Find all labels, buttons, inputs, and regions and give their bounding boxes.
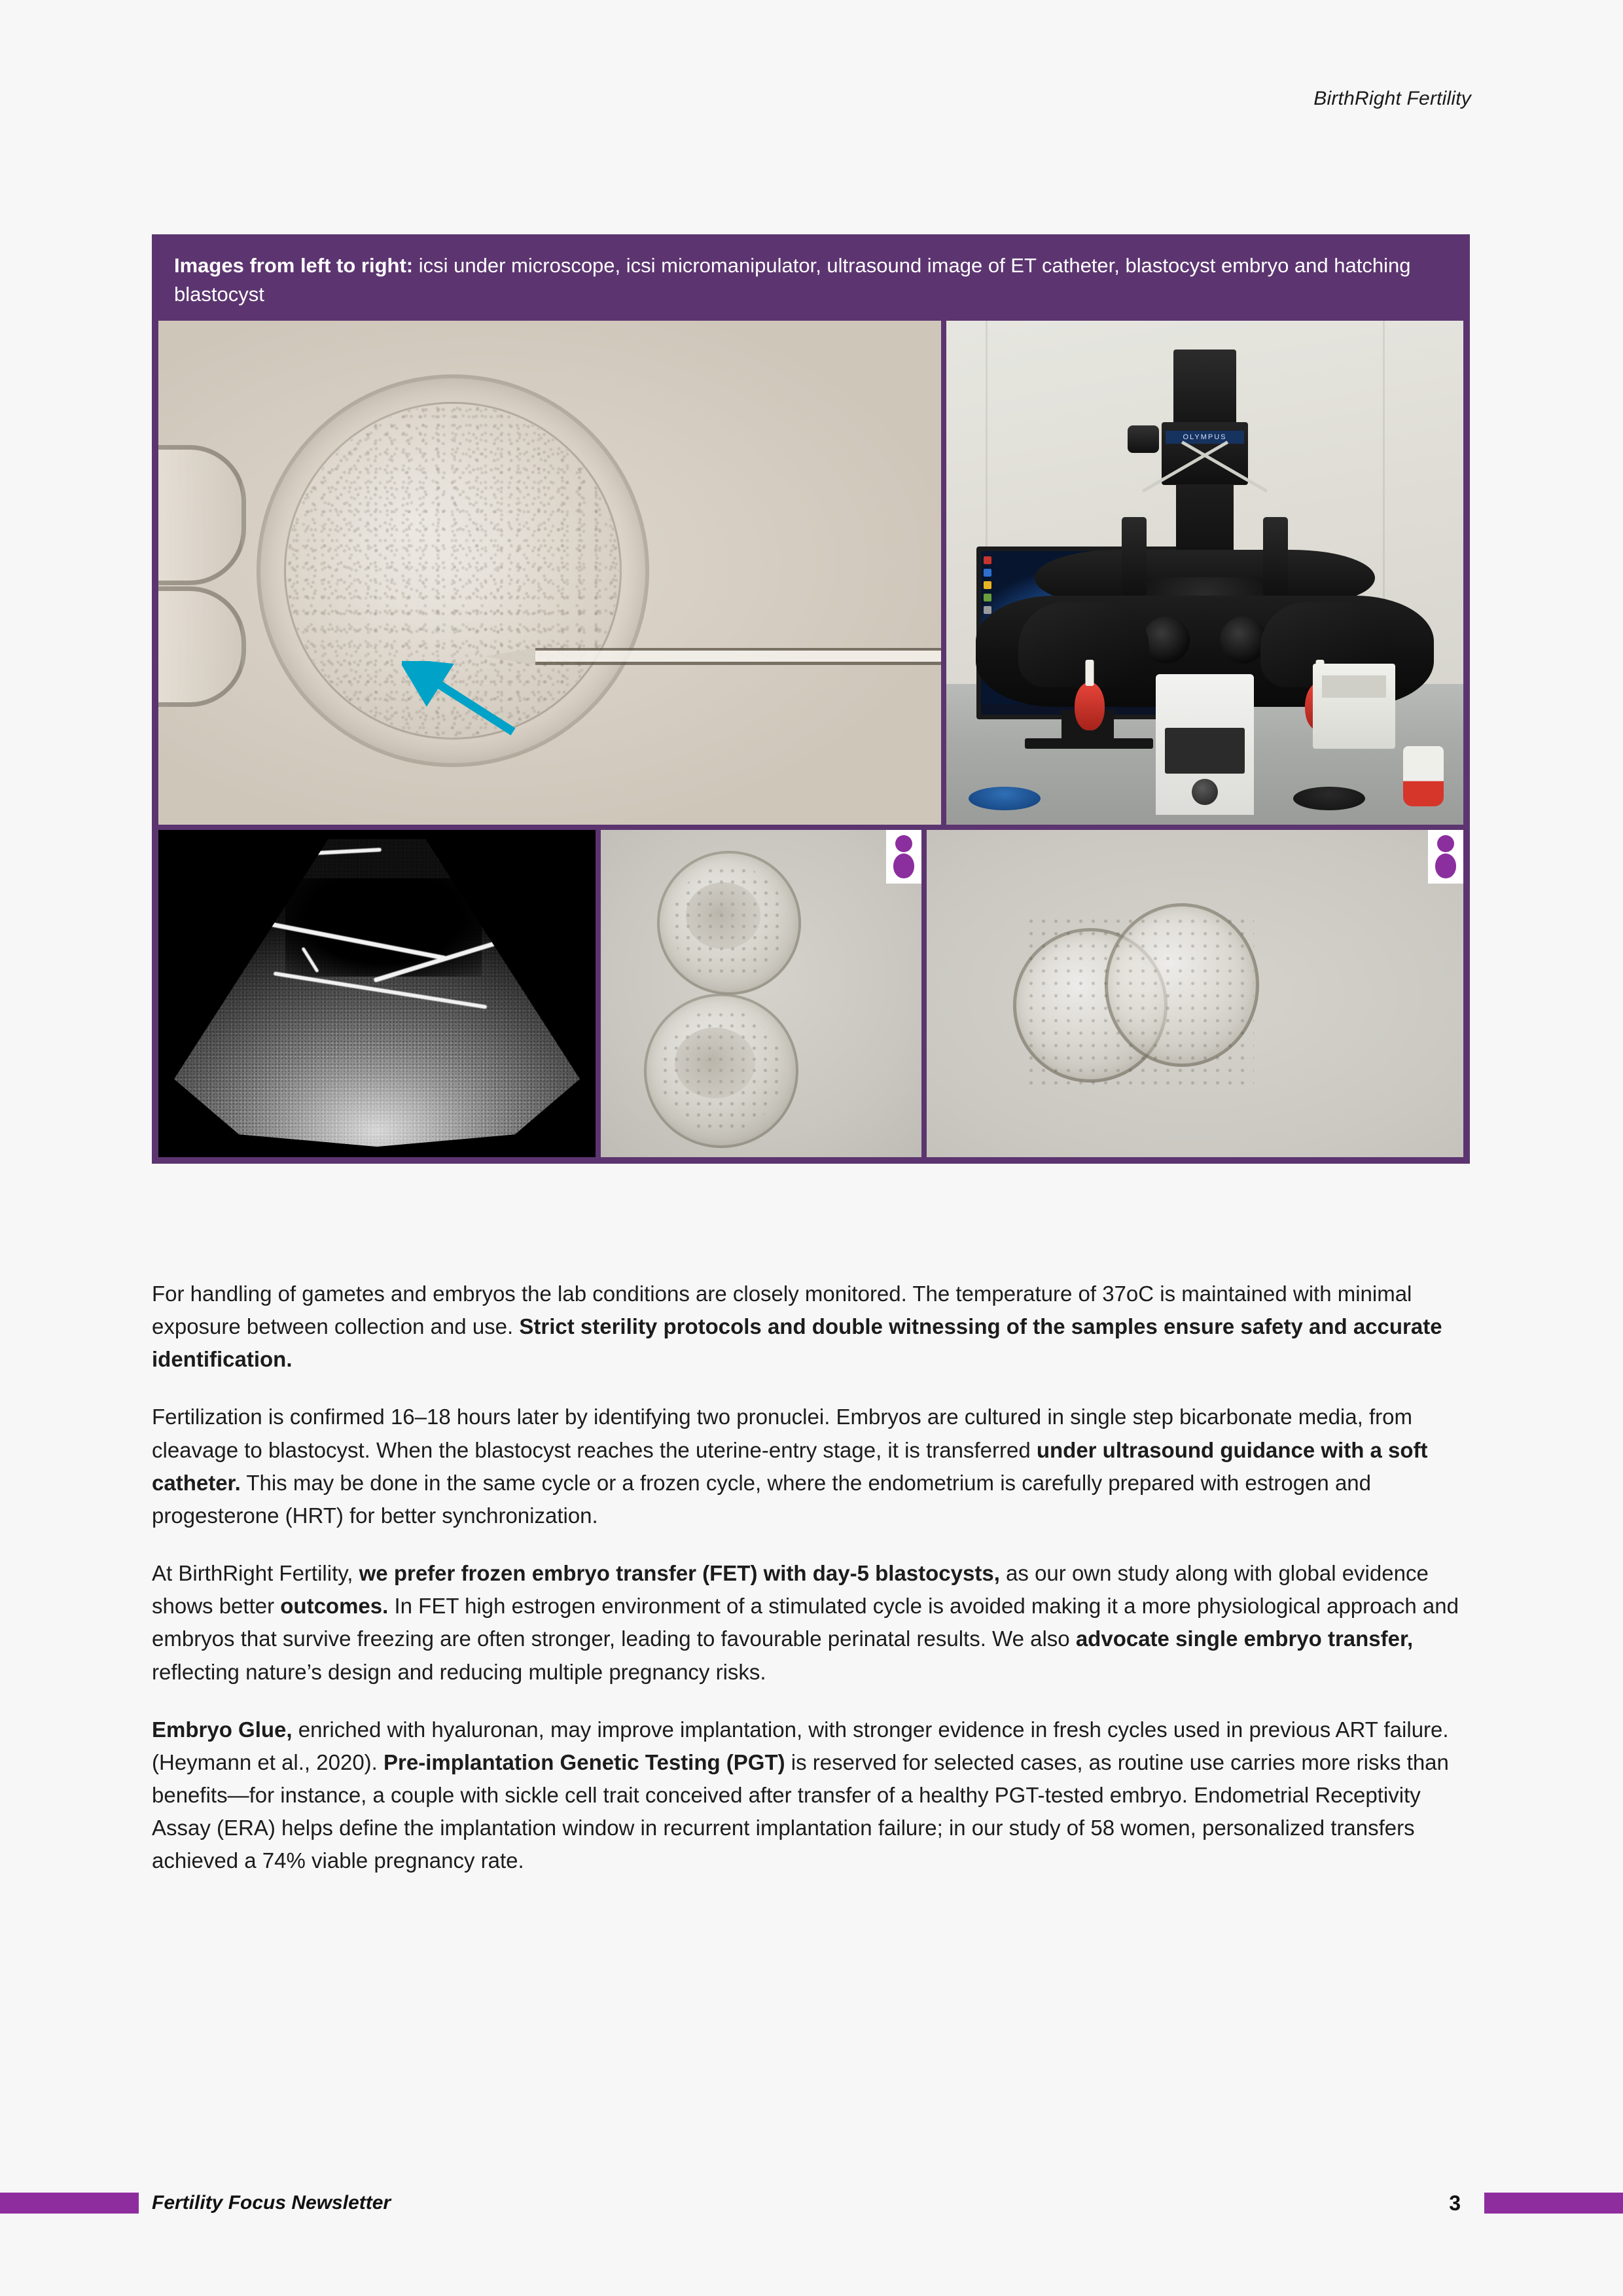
desktop-icon bbox=[984, 569, 991, 577]
joystick-left bbox=[1018, 602, 1149, 687]
microscope-camera-head bbox=[1173, 350, 1236, 427]
micromanipulator-arm-right bbox=[1263, 517, 1288, 596]
text-run: enriched with hyaluronan, may improve implantation, with stronger evidence in fresh cycles used in previous ART failure. (Heymann et al., 2020). bbox=[152, 1717, 1449, 1774]
paragraph-fertilization-culture bbox=[152, 1401, 1471, 1532]
inner-cell-mass bbox=[675, 1028, 755, 1099]
hatching-granularity bbox=[1025, 915, 1254, 1092]
text-run: as our own study along with global evidence shows better bbox=[152, 1561, 1429, 1619]
microscope-focus-dial-icon bbox=[1192, 779, 1218, 805]
microscope-knob-icon bbox=[1128, 425, 1159, 453]
clinic-logo-watermark-icon bbox=[1428, 830, 1463, 884]
panel-icsi-under-microscope bbox=[158, 321, 941, 825]
panel-icsi-micromanipulator bbox=[946, 321, 1463, 825]
footer-bar-right bbox=[1484, 2193, 1623, 2214]
emphasis-run: advocate single embryo transfer, bbox=[1075, 1626, 1414, 1651]
desktop-icon bbox=[984, 606, 991, 614]
injection-needle-icon bbox=[535, 648, 941, 665]
blastocyst-upper bbox=[657, 851, 801, 995]
article-body bbox=[152, 1278, 1471, 1878]
figure-block bbox=[152, 234, 1470, 1164]
logo-body bbox=[1435, 853, 1456, 878]
controller-box bbox=[1313, 664, 1395, 749]
figure-caption-rest: icsi under microscope, icsi micromanipulator, ultrasound image of ET catheter, blastocyst embryo and hatching blastocyst bbox=[174, 254, 1411, 306]
uterine-cavity-anechoic bbox=[285, 878, 482, 977]
bench-puck-left bbox=[969, 787, 1041, 810]
footer-title: Fertility Focus Newsletter bbox=[152, 2192, 391, 2214]
panel-ultrasound-et-catheter bbox=[158, 830, 596, 1157]
emphasis-run: Strict sterility protocols and double witnessing of the samples ensure safety and accurate identification. bbox=[152, 1314, 1442, 1372]
page-number: 3 bbox=[1449, 2191, 1461, 2215]
text-run: In FET high estrogen environment of a stimulated cycle is avoided making it a more physiological approach and embryos that survive freezing are often stronger, leading to favourable perinatal results. We also bbox=[152, 1594, 1459, 1651]
emphasis-run: under ultrasound guidance with a soft catheter. bbox=[152, 1437, 1428, 1495]
text-run: reflecting nature’s design and reducing multiple pregnancy risks. bbox=[152, 1659, 766, 1684]
paragraph-embryo-glue-pgt-era bbox=[152, 1713, 1471, 1878]
annotation-arrow-icon bbox=[402, 661, 526, 740]
reagent-flask-icon bbox=[1403, 746, 1444, 806]
panel-blastocyst-embryo bbox=[601, 830, 921, 1157]
clinic-logo-watermark-icon bbox=[886, 830, 921, 884]
blastocyst-lower bbox=[644, 994, 798, 1148]
micromanipulator-arm-left bbox=[1122, 517, 1147, 596]
desktop-icon bbox=[984, 594, 991, 601]
suction-bulb-left-icon bbox=[1075, 682, 1105, 730]
logo-dot bbox=[1437, 835, 1454, 852]
desktop-icon bbox=[984, 556, 991, 564]
emphasis-run: Embryo Glue, bbox=[152, 1717, 293, 1742]
footer-bar-left bbox=[0, 2193, 139, 2214]
microscope-white-body bbox=[1156, 674, 1254, 815]
panel-hatching-blastocyst bbox=[927, 830, 1463, 1157]
figure-grid-row-top bbox=[158, 321, 1463, 825]
paragraph-frozen-embryo-transfer bbox=[152, 1557, 1471, 1689]
text-run: For handling of gametes and embryos the lab conditions are closely monitored. The temperature of 37oC is maintained with minimal exposure between collection and use. bbox=[152, 1282, 1412, 1339]
desktop-icon bbox=[984, 581, 991, 589]
microscope-eyepieces bbox=[1143, 617, 1267, 664]
figure-caption-lead: Images from left to right: bbox=[174, 254, 414, 277]
paragraph-lab-conditions bbox=[152, 1278, 1471, 1376]
microscope-brand-label: OLYMPUS bbox=[1166, 431, 1244, 444]
microscope-display-panel bbox=[1165, 728, 1245, 774]
eyepiece-left-icon bbox=[1143, 617, 1190, 664]
figure-image-grid bbox=[152, 321, 1470, 1164]
emphasis-run: we prefer frozen embryo transfer (FET) with day-5 blastocysts, bbox=[359, 1561, 1000, 1586]
text-run: Fertilization is confirmed 16–18 hours later by identifying two pronuclei. Embryos are cultured in single step bicarbonate media, from cleavage to blastocyst. When the blastocyst reaches the uterine-entry stage, it is transferred bbox=[152, 1405, 1412, 1462]
text-run: is reserved for selected cases, as routine use carries more risks than benefits—for instance, a couple with sickle cell trait conceived after transfer of a healthy PGT-tested embryo. Endometrial Receptivity Assay (ERA) helps define the implantation window in recurrent implantation failure; in our study of 58 women, personalized transfers achieved a 74% viable pregnancy rate. bbox=[152, 1749, 1449, 1873]
bench-puck-right bbox=[1293, 787, 1365, 810]
inner-cell-mass bbox=[686, 882, 760, 948]
holding-pipette-icon bbox=[158, 445, 246, 585]
figure-grid-row-bottom bbox=[158, 830, 1463, 1157]
page-footer bbox=[0, 2183, 1623, 2223]
logo-dot bbox=[895, 835, 912, 852]
text-run: At BirthRight Fertility, bbox=[152, 1561, 359, 1586]
text-run: This may be done in the same cycle or a frozen cycle, where the endometrium is carefully prepared with estrogen and progesterone (HRT) for better synchronization. bbox=[152, 1470, 1372, 1528]
figure-caption bbox=[152, 234, 1470, 321]
emphasis-run: Pre-implantation Genetic Testing (PGT) bbox=[383, 1749, 785, 1774]
logo-body bbox=[893, 853, 914, 878]
emphasis-run: outcomes. bbox=[280, 1594, 389, 1619]
running-head: BirthRight Fertility bbox=[1313, 88, 1471, 109]
monitor-foot bbox=[1025, 738, 1153, 749]
